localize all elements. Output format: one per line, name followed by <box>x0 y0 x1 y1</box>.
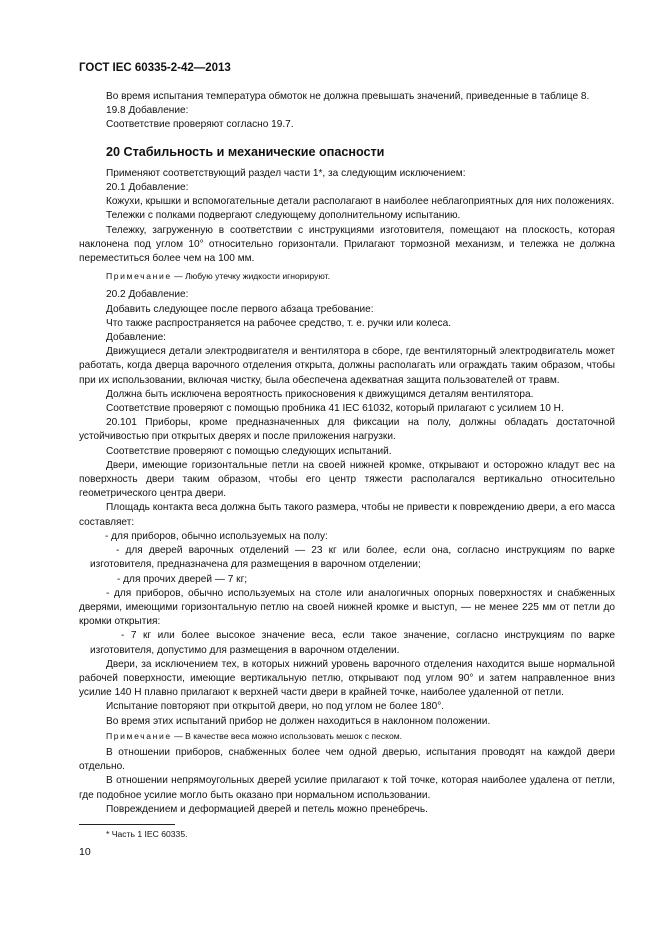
paragraph: Тележки с полками подвергают следующему дополнительному испытанию. <box>106 210 461 222</box>
paragraph: Соответствие проверяют с помощью пробника 41 IEC 61032, который прилагают с усилием 10 Н. <box>106 403 564 415</box>
note-text: — В качестве веса можно использовать мешок с песком. <box>171 730 403 741</box>
paragraph: Повреждением и деформацией дверей и петель можно пренебречь. <box>106 803 428 815</box>
paragraph: Движущиеся детали электродвигателя и вентилятора в сборе, где вентиляторный электродвигатель может работать, когда дверца варочного отделения открыта, должны располагать или ограждать таким образом, чтобы при их использовании, включая чистку, была обеспечена адекватная защита пользователей от травм. <box>79 346 615 386</box>
paragraph: В отношении непрямоугольных дверей усилие прилагают к той точке, которая наиболее удалена от петли, где подобное усилие могло быть оказано при нормальном использовании. <box>79 775 615 801</box>
paragraph: Площадь контакта веса должна быть такого размера, чтобы не привести к повреждению двери, а его масса составляет: <box>79 502 615 528</box>
paragraph: Применяют соответствующий раздел части 1*, за следующим исключением: <box>106 167 466 179</box>
paragraph: Что также распространяется на рабочее средство, т. е. ручки или колеса. <box>106 317 451 329</box>
list-item: - 7 кг или более высокое значение веса, если такое значение, согласно инструкциям по варке изготовителя, допустимо для размещения в варочном отделении. <box>90 630 615 656</box>
list-item: - для прочих дверей — 7 кг; <box>117 573 248 585</box>
paragraph: 20.2 Добавление: <box>106 289 189 301</box>
paragraph: Добавить следующее после первого абзаца требование: <box>106 303 374 315</box>
paragraph: Соответствие проверяют с помощью следующих испытаний. <box>106 445 392 457</box>
list-item: - для приборов, обычно используемых на полу: <box>105 530 328 542</box>
note-label: Примечание <box>106 271 172 282</box>
footnote: * Часть 1 IEC 60335. <box>106 829 188 839</box>
paragraph: В отношении приборов, снабженных более чем одной дверью, испытания проводят на каждой двери отдельно. <box>79 746 615 773</box>
paragraph: 19.8 Добавление: <box>106 105 189 117</box>
paragraph: Добавление: <box>106 332 166 344</box>
paragraph: Двери, имеющие горизонтальные петли на своей нижней кромке, открывают и осторожно кладут вес на поверхность двери таким образом, чтобы его центр тяжести располагался вертикально относительно геометрического центра двери. <box>79 459 615 500</box>
paragraph: Тележку, загруженную в соответствии с инструкциями изготовителя, помещают на плоскость, которая наклонена под углом 10° относительно горизонтали. Прилагают тормозной механизм, и тележка не должна переместиться более чем на 100 мм. <box>79 224 615 265</box>
note-text: — Любую утечку жидкости игнорируют. <box>171 271 330 282</box>
document-body <box>79 90 615 817</box>
paragraph: 20.1 Добавление: <box>106 182 189 194</box>
paragraph: Соответствие проверяют согласно 19.7. <box>106 119 294 131</box>
note <box>79 729 615 743</box>
document-header: ГОСТ IEC 60335-2-42—2013 <box>79 62 231 74</box>
list-item: - для приборов, обычно используемых на столе или аналогичных опорных поверхностях и снабженных дверями, имеющими горизонтальную петлю на своей нижней кромке и выступ, — не менее 225 мм от петли до кромки открытия: <box>79 587 615 628</box>
footnote-divider <box>79 824 175 825</box>
list-item: - для дверей варочных отделений — 23 кг или более, если она, согласно инструкциям по варке изготовителя, предназначена для размещения в варочном отделении; <box>90 545 615 571</box>
paragraph: Кожухи, крышки и вспомогательные детали располагают в наиболее неблагоприятных для них положениях. <box>106 196 615 208</box>
note <box>79 269 615 283</box>
page-number: 10 <box>79 846 91 858</box>
paragraph: Во время испытания температура обмоток не должна превышать значений, приведенные в таблице 8. <box>106 91 590 102</box>
paragraph: Испытание повторяют при открытой двери, но под углом не более 180°. <box>106 701 445 713</box>
paragraph: Двери, за исключением тех, в которых нижний уровень варочного отделения находится выше нормальной рабочей поверхности, имеющие вертикальную петлю, открывают под углом 90° и затем направленное вниз усилие 140 Н плавно прилагают к верхней части двери в крайней точке, наиболее удаленной от петли. <box>79 658 615 699</box>
paragraph: Должна быть исключена вероятность прикосновения к движущимся деталям вентилятора. <box>106 388 534 400</box>
paragraph: 20.101 Приборы, кроме предназначенных для фиксации на полу, должны обладать достаточной устойчивостью при открытых дверях и после приложения нагрузки. <box>79 417 615 443</box>
note-label: Примечание <box>106 730 172 741</box>
paragraph: Во время этих испытаний прибор не должен находиться в наклонном положении. <box>106 715 491 727</box>
section-heading: 20 Стабильность и механические опасности <box>106 144 385 159</box>
